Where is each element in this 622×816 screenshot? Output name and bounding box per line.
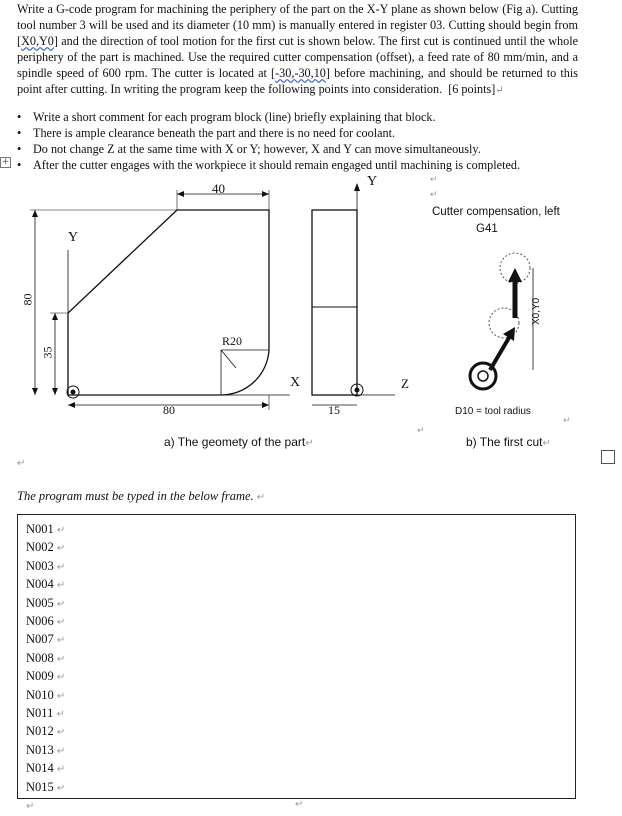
program-line[interactable]: N004 ↵	[26, 577, 66, 592]
svg-text:↵: ↵	[430, 174, 438, 184]
program-line[interactable]: N015 ↵	[26, 779, 66, 794]
x0y0-label: X0,Y0	[531, 297, 542, 325]
comp-title-label: Cutter compensation, left	[432, 206, 560, 218]
axis-y-front-label: Y	[68, 230, 79, 245]
bullet-text: Do not change Z at the same time with X or Y; however, X and Y can move simultaneously.	[33, 142, 481, 156]
radius-label: R20	[222, 334, 243, 348]
bullet-text: After the cutter engages with the workpiece it should remain engaged until machining is completed.	[33, 158, 521, 172]
program-line[interactable]: N001 ↵	[26, 522, 66, 536]
checkbox[interactable]	[601, 450, 615, 464]
svg-text:↵: ↵	[430, 189, 438, 199]
paragraph-mark-icon: ↵	[495, 85, 504, 97]
program-line[interactable]: N009 ↵	[26, 669, 66, 684]
bullet-text: There is ample clearance beneath the part and there is no need for coolant.	[33, 126, 396, 140]
problem-text-2: ] and the direction of tool motion for the first cut is shown below. The first cut is continued until the whole periphery of the part is machined. Use the required cutter compensation (offset), a feed rate of 80 mm/min, and a spindle speed of 600 rpm. The cutter is located at [	[17, 34, 578, 81]
bullet-item: • Write a short comment for each program block (line) briefly explaining that block.	[17, 110, 436, 124]
dim-top-label: 40	[212, 181, 225, 196]
bullet-item: • After the cutter engages with the workpiece it should remain engaged until machining is completed.	[17, 158, 521, 172]
axis-x-front-label: X	[290, 375, 301, 390]
dim-right-label: 15	[328, 403, 340, 417]
program-line-empty[interactable]: ↵	[26, 801, 35, 813]
problem-statement	[17, 1, 578, 100]
caption-b: b) The first cut↵	[466, 435, 551, 449]
axis-z-side-label: Z	[401, 376, 409, 391]
table-move-handle-icon[interactable]: +	[1, 157, 10, 167]
problem-text-1: Write a G-code program for machining the periphery of the part on the X-Y plane as shown below (Fig a). Cutting tool number 3 will be used and its diameter (10 mm) is manually entered in register 03. Cutting should begin from [	[17, 2, 578, 49]
part-outline	[68, 210, 269, 395]
bullet-item: • Do not change Z at the same time with X or Y; however, X and Y can move simultaneously.	[17, 142, 481, 156]
program-line[interactable]: N008 ↵	[26, 650, 66, 665]
program-line[interactable]: N012 ↵	[26, 724, 66, 739]
points-value: [6 points]	[448, 82, 496, 97]
program-line[interactable]: N005 ↵	[26, 595, 66, 610]
program-line[interactable]: N007 ↵	[26, 632, 66, 647]
program-line[interactable]: N013 ↵	[26, 742, 66, 757]
program-line[interactable]: N010 ↵	[26, 687, 66, 702]
program-line[interactable]: N006 ↵	[26, 614, 66, 629]
bullet-item: • There is ample clearance beneath the part and there is no need for coolant.	[17, 126, 396, 140]
problem-text-3: ] before machining, and should be returned to this point after cutting. In writing the program keep the following points into consideration.	[17, 66, 578, 97]
caption-a: a) The geomety of the part↵	[164, 435, 314, 449]
tool-location: -30,-30,10	[275, 66, 326, 81]
tool-radius-label: D10 = tool radius	[455, 406, 531, 417]
svg-text:↵: ↵	[563, 415, 571, 425]
instruction: The program must be typed in the below frame. ↵	[17, 489, 266, 503]
paragraph-mark-icon: ↵	[17, 458, 26, 469]
axis-y-side-label: Y	[367, 174, 378, 189]
program-lines	[26, 521, 65, 816]
bullet-text: Write a short comment for each program block (line) briefly explaining that block.	[33, 110, 436, 124]
dim-bottom-label: 80	[163, 403, 175, 417]
start-point: X0,Y0	[21, 34, 54, 49]
svg-text:↵: ↵	[417, 425, 425, 435]
paragraph-mark-icon: ↵	[295, 799, 304, 810]
program-line[interactable]: N003 ↵	[26, 558, 66, 573]
dim-side-label: 35	[40, 346, 55, 359]
side-view	[312, 210, 357, 395]
program-line[interactable]: N002 ↵	[26, 540, 66, 555]
program-line[interactable]: N011 ↵	[26, 706, 65, 721]
dim-height-label: 80	[20, 293, 35, 306]
program-frame[interactable]	[17, 514, 576, 813]
program-line[interactable]: N014 ↵	[26, 761, 66, 776]
comp-code-label: G41	[476, 223, 498, 235]
